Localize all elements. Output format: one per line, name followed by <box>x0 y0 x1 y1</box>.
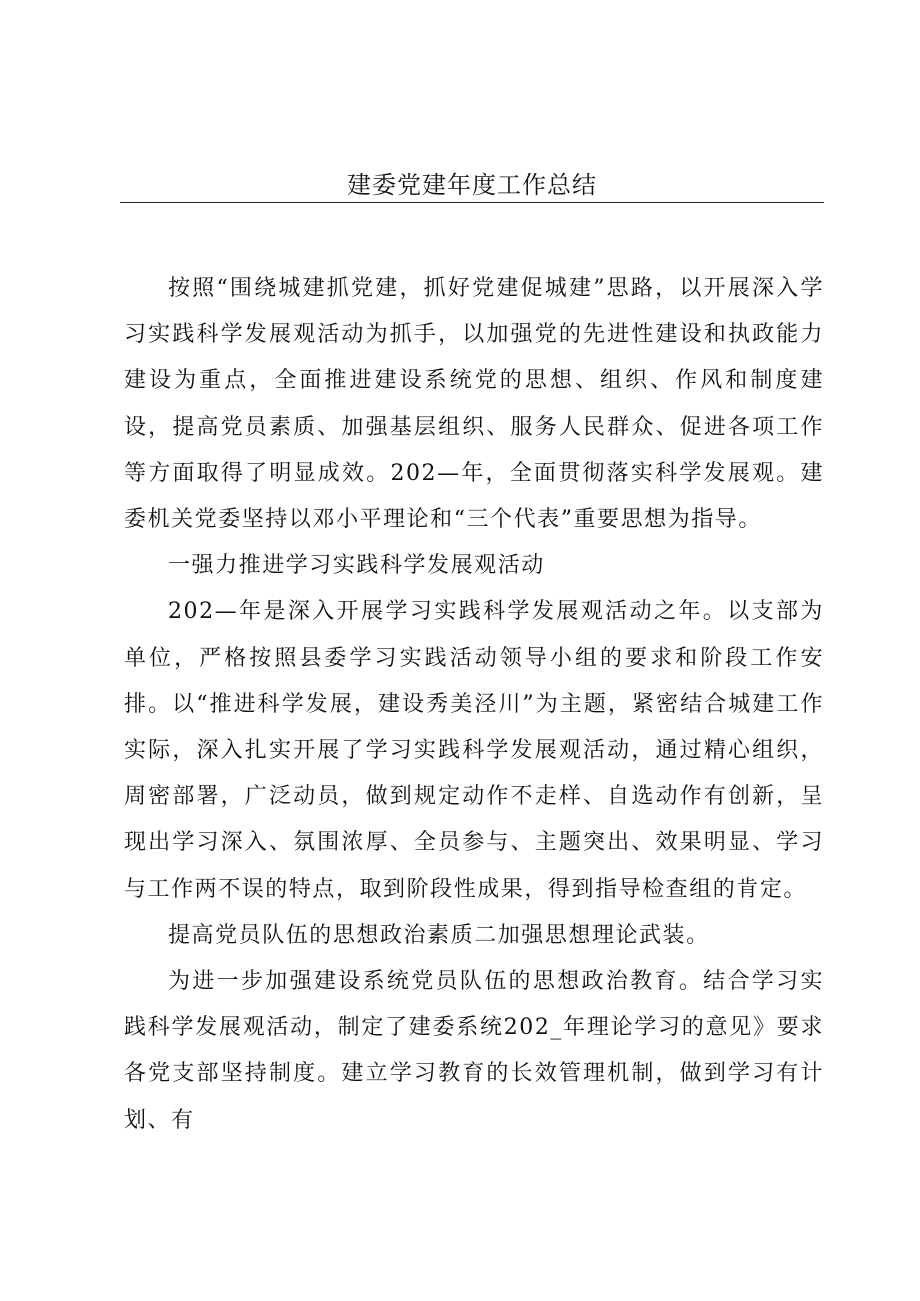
title-header <box>120 168 824 203</box>
section-heading-2: 提高党员队伍的思想政治素质二加强思想理论武装。 <box>168 922 710 948</box>
paragraph-intro: 按照“围绕城建抓党建，抓好党建促城建”思路，以开展深入学习实践科学发展观活动为抓手，以加强党的先进性建设和执政能力建设为重点，全面推进建设系统党的思想、组织、作风和制度建设，提高党员素质、加强基层组织、服务人民群众、促进各项工作等方面取得了明显成效。202—年，全面贯彻落实科学发展观。建委机关党委坚持以邓小平理论和“三个代表”重要思想为指导。 <box>124 276 824 533</box>
document-title: 建委党建年度工作总结 <box>347 171 597 199</box>
section-heading-1: 一强力推进学习实践科学发展观活动 <box>168 553 545 579</box>
paragraph-section-2: 为进一步加强建设系统党员队伍的思想政治教育。结合学习实践科学发展观活动，制定了建委系统202_年理论学习的意见》要求各党支部坚持制度。建立学习教育的长效管理机制，做到学习有计划、有 <box>124 969 824 1133</box>
document-body <box>124 266 824 1144</box>
paragraph-section-1: 202—年是深入开展学习实践科学发展观活动之年。以支部为单位，严格按照县委学习实践活动领导小组的要求和阶段工作安排。以“推进科学发展，建设秀美泾川”为主题，紧密结合城建工作实际，深入扎实开展了学习实践科学发展观活动，通过精心组织，周密部署，广泛动员，做到规定动作不走样、自选动作有创新，呈现出学习深入、氛围浓厚、全员参与、主题突出、效果明显、学习与工作两不误的特点，取到阶段性成果，得到指导检查组的肯定。 <box>124 599 824 902</box>
